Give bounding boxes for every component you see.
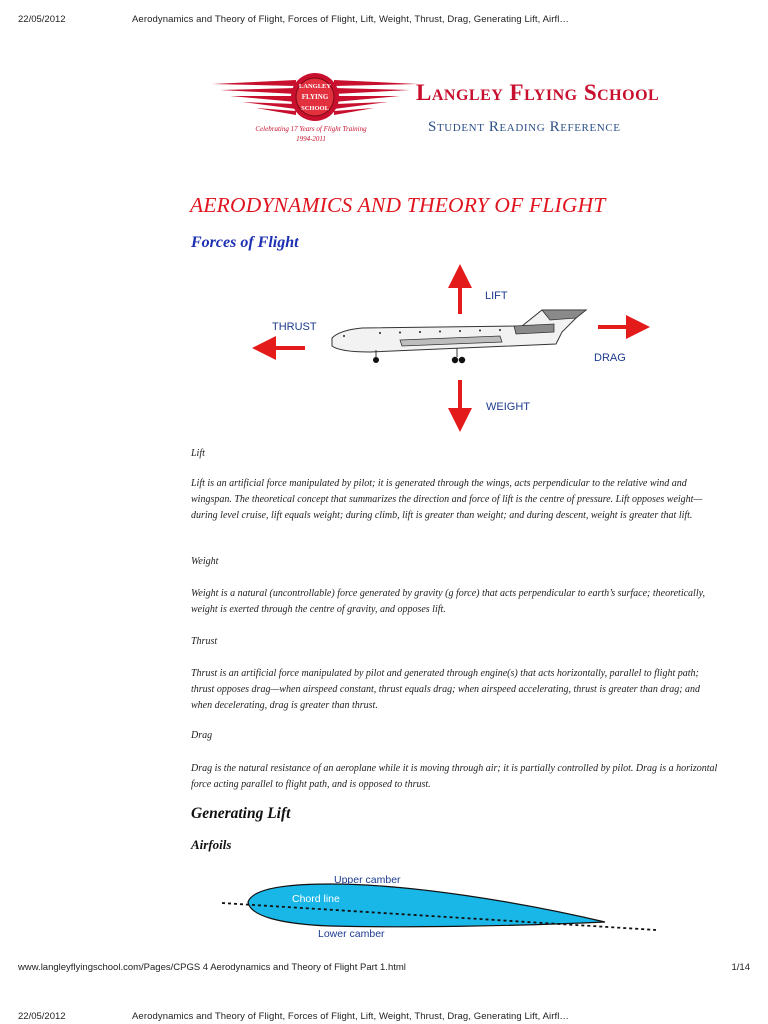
airplane-icon — [332, 310, 586, 363]
badge-text-1: LANGLEY — [298, 83, 332, 90]
airfoil-diagram — [220, 866, 660, 946]
page-url: www.langleyflyingschool.com/Pages/CPGS 4 Aerodynamics and Theory of Flight Part 1.html — [18, 962, 406, 973]
upper-camber-label: Upper camber — [334, 874, 401, 886]
lower-camber-label: Lower camber — [318, 928, 385, 940]
paragraph-drag: Drag is the natural resistance of an aeroplane while it is moving through air; it is partially controlled by pilot. Drag is a horizontal force acting parallel to flight path, and is opposed to thrust. — [191, 763, 718, 790]
logo-caption — [246, 124, 376, 144]
school-logo — [210, 70, 420, 160]
page-number: 1/14 — [731, 962, 750, 973]
term-thrust: Thrust — [191, 636, 218, 647]
paragraph-thrust: Thrust is an artificial force manipulated by pilot and generated through engine(s) that acts horizontally, parallel to flight path; thrust opposes drag—when airspeed constant, thrust equals drag; when airspeed accelerating, thrust is greater than drag; and when decelerating, drag is greater than thrust. — [191, 668, 701, 711]
school-name: Langley Flying School — [416, 80, 660, 105]
airfoil-shape — [248, 884, 605, 927]
print-date: 22/05/2012 — [18, 14, 66, 25]
paragraph-weight: Weight is a natural (uncontrollable) force generated by gravity (g force) that acts perpendicular to earth’s surface; theoretically, weight is exerted through the centre of gravity, and opposes lift. — [191, 588, 705, 615]
weight-label: WEIGHT — [486, 401, 530, 413]
drag-label: DRAG — [594, 352, 626, 364]
heading-generating-lift: Generating Lift — [191, 805, 291, 822]
winged-badge-icon — [210, 70, 420, 130]
heading-airfoils: Airfoils — [191, 837, 232, 852]
lift-label: LIFT — [485, 290, 508, 302]
paragraph-lift: Lift is an artificial force manipulated by pilot; it is generated through the wings, acts perpendicular to the relative wind and wingspan. The theoretical concept that summarizes the direction and force of lift is the centre of pressure. Lift opposes weight—during level cruise, lift equals weight; during climb, lift is greater than weight; and during descent, weight is greater that lift. — [191, 478, 703, 521]
document-title: AERODYNAMICS AND THEORY OF FLIGHT — [190, 193, 606, 217]
badge-text-3: SCHOOL — [301, 105, 329, 112]
forces-of-flight-diagram — [250, 262, 660, 432]
section-title-forces: Forces of Flight — [191, 234, 299, 251]
next-print-page-title: Aerodynamics and Theory of Flight, Forces of Flight, Lift, Weight, Thrust, Drag, Generating Lift, Airfl… — [132, 1011, 570, 1022]
chord-line-label: Chord line — [292, 893, 340, 905]
logo-caption-line1: Celebrating 17 Years of Flight Training — [255, 125, 367, 133]
term-drag: Drag — [191, 730, 213, 741]
badge-text-2: FLYING — [301, 93, 329, 101]
thrust-label: THRUST — [272, 321, 317, 333]
next-print-date: 22/05/2012 — [18, 1011, 66, 1022]
print-page-title: Aerodynamics and Theory of Flight, Forces of Flight, Lift, Weight, Thrust, Drag, Generating Lift, Airfl… — [132, 14, 570, 25]
school-subtitle: Student Reading Reference — [428, 119, 621, 135]
logo-caption-line2: 1994-2011 — [296, 135, 326, 143]
term-lift: Lift — [191, 448, 205, 459]
term-weight: Weight — [191, 556, 219, 567]
